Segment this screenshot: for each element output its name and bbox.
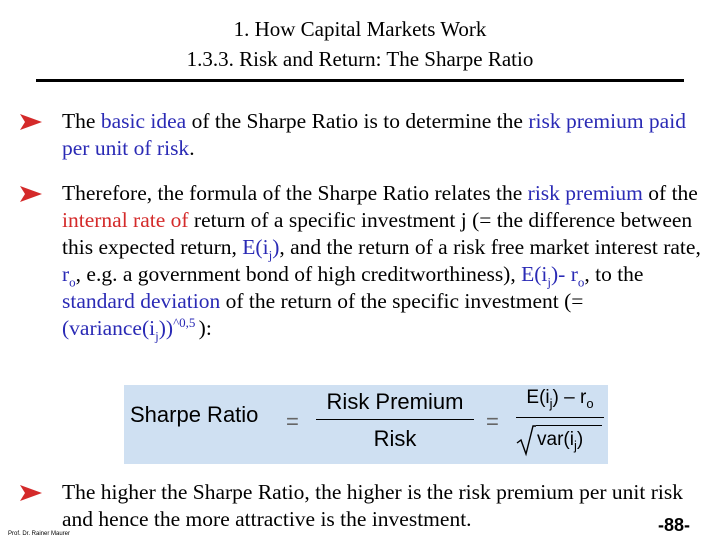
footer-author: Prof. Dr. Rainer Maurer: [8, 531, 71, 537]
bullet-2-text: Therefore, the formula of the Sharpe Ratio relates the risk premium of the internal rate of return of a specific investment j (= the difference between this expected return, $E(i_j)$, and the return of a risk free market interest rate, $r_o$, e.g. a government bond of high creditworthiness), $E(i_j)-$ $r_o$, to the standard deviation of the return of the specific investment (= $(variance(i_j))^{\^{}0,5}$ ):: [62, 181, 701, 344]
formula-denominator-1: Risk: [373, 426, 417, 451]
square-root-icon: [516, 423, 536, 457]
bullet-1-text: The basic idea of the Sharpe Ratio is to determine the risk premium paid per unit of risk.: [62, 109, 686, 160]
formula-denominator-2: $var(i_j)$: [537, 429, 584, 453]
arrowhead-bullet-icon: [20, 186, 42, 202]
formula-equals-2: =: [486, 409, 499, 434]
square-root-bar: [536, 425, 602, 426]
formula-numerator-1: Risk Premium: [326, 389, 464, 414]
title-line-2: 1.3.3. Risk and Return: The Sharpe Ratio: [186, 47, 534, 71]
formula-lhs: Sharpe Ratio: [130, 402, 259, 427]
bullet-3-text: The higher the Sharpe Ratio, the higher is the risk premium per unit risk and hence the more attractive is the investment.: [62, 480, 683, 531]
title-underline: [36, 79, 684, 82]
formula-numerator-2: $E(i_j) - r_o$: [526, 387, 594, 411]
arrowhead-bullet-icon: [20, 114, 42, 130]
formula-equals-1: =: [286, 409, 299, 434]
fraction-bar-2: [516, 417, 604, 418]
page-number: -88-: [658, 515, 691, 535]
fraction-bar-1: [316, 419, 474, 420]
arrowhead-bullet-icon: [20, 485, 42, 501]
title-line-1: 1. How Capital Markets Work: [233, 17, 487, 41]
sharpe-ratio-formula: [124, 385, 608, 464]
